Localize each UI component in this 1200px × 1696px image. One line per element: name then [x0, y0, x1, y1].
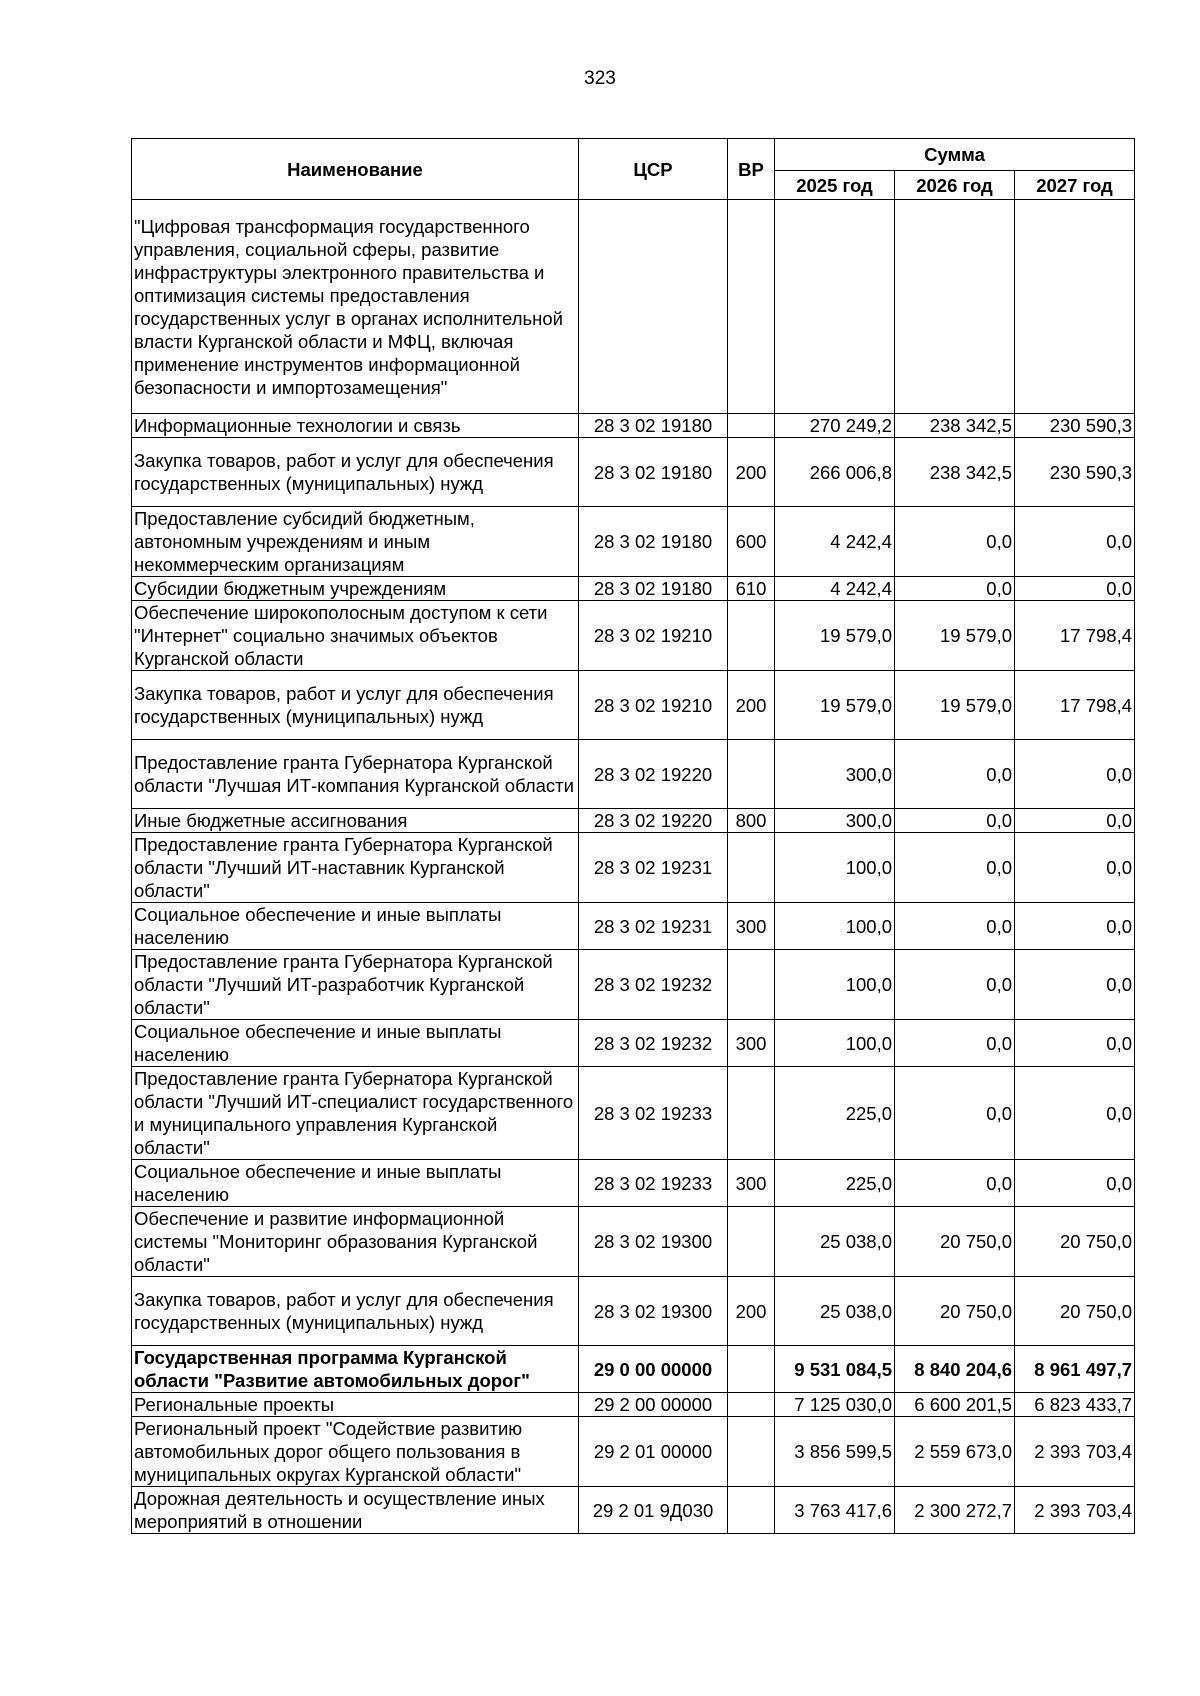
- cell-csr: 29 2 00 00000: [579, 1393, 728, 1417]
- cell-2027: 2 393 703,4: [1015, 1487, 1135, 1534]
- cell-2027: 230 590,3: [1015, 414, 1135, 438]
- cell-csr: 29 0 00 00000: [579, 1346, 728, 1393]
- cell-2026: 238 342,5: [895, 438, 1015, 507]
- header-vr: ВР: [728, 139, 775, 200]
- cell-2026: 0,0: [895, 1160, 1015, 1207]
- cell-vr: [728, 833, 775, 903]
- table-row: [132, 833, 1135, 903]
- cell-2026: 0,0: [895, 809, 1015, 833]
- cell-2025: 100,0: [775, 903, 895, 950]
- cell-2025: 25 038,0: [775, 1277, 895, 1346]
- cell-name: Региональный проект "Содействие развитию автомобильных дорог общего пользования в муниципальных округах Курганской области": [132, 1417, 579, 1487]
- cell-csr: 29 2 01 00000: [579, 1417, 728, 1487]
- cell-2026: 20 750,0: [895, 1207, 1015, 1277]
- cell-2025: 270 249,2: [775, 414, 895, 438]
- cell-vr: 300: [728, 1020, 775, 1067]
- cell-csr: [579, 200, 728, 414]
- cell-2026: 238 342,5: [895, 414, 1015, 438]
- cell-2025: 7 125 030,0: [775, 1393, 895, 1417]
- cell-csr: 28 3 02 19231: [579, 833, 728, 903]
- cell-2026: 0,0: [895, 950, 1015, 1020]
- cell-2027: 0,0: [1015, 1067, 1135, 1160]
- cell-2026: 0,0: [895, 1067, 1015, 1160]
- cell-2025: 25 038,0: [775, 1207, 895, 1277]
- table-row: [132, 200, 1135, 414]
- cell-2025: 266 006,8: [775, 438, 895, 507]
- cell-csr: 28 3 02 19231: [579, 903, 728, 950]
- cell-csr: 28 3 02 19180: [579, 438, 728, 507]
- cell-vr: [728, 601, 775, 671]
- cell-vr: 200: [728, 1277, 775, 1346]
- cell-csr: 28 3 02 19232: [579, 950, 728, 1020]
- cell-vr: 300: [728, 1160, 775, 1207]
- cell-2026: 2 300 272,7: [895, 1487, 1015, 1534]
- cell-name: Обеспечение широкополосным доступом к сети "Интернет" социально значимых объектов Курганской области: [132, 601, 579, 671]
- cell-2025: 3 856 599,5: [775, 1417, 895, 1487]
- cell-name: Социальное обеспечение и иные выплаты населению: [132, 1160, 579, 1207]
- cell-2025: 300,0: [775, 740, 895, 809]
- cell-2027: 0,0: [1015, 809, 1135, 833]
- cell-2026: 0,0: [895, 903, 1015, 950]
- cell-name: Информационные технологии и связь: [132, 414, 579, 438]
- cell-2025: 19 579,0: [775, 601, 895, 671]
- cell-name: Предоставление гранта Губернатора Курганской области "Лучшая ИТ-компания Курганской области: [132, 740, 579, 809]
- cell-2027: 0,0: [1015, 950, 1135, 1020]
- cell-2027: 230 590,3: [1015, 438, 1135, 507]
- cell-name: Предоставление гранта Губернатора Курганской области "Лучший ИТ-специалист государственного и муниципального управления Курганской области": [132, 1067, 579, 1160]
- cell-name: Субсидии бюджетным учреждениям: [132, 577, 579, 601]
- cell-name: Иные бюджетные ассигнования: [132, 809, 579, 833]
- table-row: [132, 1346, 1135, 1393]
- cell-2027: 6 823 433,7: [1015, 1393, 1135, 1417]
- table-body: [132, 200, 1135, 1534]
- cell-csr: 28 3 02 19233: [579, 1160, 728, 1207]
- cell-name: Государственная программа Курганской области "Развитие автомобильных дорог": [132, 1346, 579, 1393]
- cell-name: Предоставление гранта Губернатора Курганской области "Лучший ИТ-разработчик Курганской области": [132, 950, 579, 1020]
- cell-2025: 4 242,4: [775, 507, 895, 577]
- cell-name: "Цифровая трансформация государственного управления, социальной сферы, развитие инфраструктуры электронного правительства и оптимизация системы предоставления государственных услуг в органах исполнительной власти Курганской области и МФЦ, включая применение инструментов информационной безопасности и импортозамещения": [132, 200, 579, 414]
- cell-2026: 0,0: [895, 507, 1015, 577]
- cell-csr: 28 3 02 19210: [579, 601, 728, 671]
- header-name: Наименование: [132, 139, 579, 200]
- table-row: [132, 671, 1135, 740]
- cell-csr: 28 3 02 19300: [579, 1277, 728, 1346]
- cell-csr: 28 3 02 19180: [579, 507, 728, 577]
- cell-2026: 8 840 204,6: [895, 1346, 1015, 1393]
- cell-vr: [728, 740, 775, 809]
- cell-csr: 28 3 02 19300: [579, 1207, 728, 1277]
- cell-vr: [728, 1207, 775, 1277]
- table-row: [132, 1417, 1135, 1487]
- cell-2027: 20 750,0: [1015, 1277, 1135, 1346]
- table-row: [132, 740, 1135, 809]
- cell-vr: 300: [728, 903, 775, 950]
- table-row: [132, 414, 1135, 438]
- cell-name: Социальное обеспечение и иные выплаты населению: [132, 1020, 579, 1067]
- cell-csr: 28 3 02 19220: [579, 740, 728, 809]
- page-number: 323: [584, 68, 616, 89]
- cell-2027: 8 961 497,7: [1015, 1346, 1135, 1393]
- cell-2027: [1015, 200, 1135, 414]
- cell-2025: 100,0: [775, 950, 895, 1020]
- cell-2027: 0,0: [1015, 833, 1135, 903]
- cell-name: Предоставление субсидий бюджетным, автономным учреждениям и иным некоммерческим организациям: [132, 507, 579, 577]
- budget-table: [131, 138, 1135, 1534]
- table-row: [132, 1020, 1135, 1067]
- cell-2026: 0,0: [895, 1020, 1015, 1067]
- table-row: [132, 577, 1135, 601]
- table-row: [132, 809, 1135, 833]
- cell-name: Дорожная деятельность и осуществление иных мероприятий в отношении: [132, 1487, 579, 1534]
- cell-vr: 800: [728, 809, 775, 833]
- cell-2027: 2 393 703,4: [1015, 1417, 1135, 1487]
- cell-vr: [728, 1346, 775, 1393]
- cell-name: Закупка товаров, работ и услуг для обеспечения государственных (муниципальных) нужд: [132, 438, 579, 507]
- cell-2027: 20 750,0: [1015, 1207, 1135, 1277]
- cell-vr: [728, 950, 775, 1020]
- table-row: [132, 601, 1135, 671]
- cell-2026: 0,0: [895, 740, 1015, 809]
- cell-name: Закупка товаров, работ и услуг для обеспечения государственных (муниципальных) нужд: [132, 671, 579, 740]
- table-row: [132, 950, 1135, 1020]
- table-row: [132, 438, 1135, 507]
- cell-2026: 19 579,0: [895, 671, 1015, 740]
- cell-2026: [895, 200, 1015, 414]
- cell-2025: 225,0: [775, 1067, 895, 1160]
- cell-2026: 0,0: [895, 833, 1015, 903]
- cell-name: Обеспечение и развитие информационной системы "Мониторинг образования Курганской области": [132, 1207, 579, 1277]
- cell-2025: 3 763 417,6: [775, 1487, 895, 1534]
- table-row: [132, 1160, 1135, 1207]
- cell-2025: 225,0: [775, 1160, 895, 1207]
- cell-vr: [728, 414, 775, 438]
- cell-csr: 28 3 02 19180: [579, 577, 728, 601]
- cell-2025: 100,0: [775, 1020, 895, 1067]
- cell-2026: 0,0: [895, 577, 1015, 601]
- cell-vr: [728, 1487, 775, 1534]
- cell-csr: 28 3 02 19232: [579, 1020, 728, 1067]
- table-row: [132, 1067, 1135, 1160]
- table-row: [132, 1393, 1135, 1417]
- cell-csr: 28 3 02 19180: [579, 414, 728, 438]
- cell-vr: 200: [728, 671, 775, 740]
- header-csr: ЦСР: [579, 139, 728, 200]
- cell-vr: 610: [728, 577, 775, 601]
- table-row: [132, 1277, 1135, 1346]
- cell-2025: 9 531 084,5: [775, 1346, 895, 1393]
- table-row: [132, 507, 1135, 577]
- cell-2027: 0,0: [1015, 507, 1135, 577]
- table-header: [132, 139, 1135, 200]
- cell-name: Социальное обеспечение и иные выплаты населению: [132, 903, 579, 950]
- cell-2027: 0,0: [1015, 1160, 1135, 1207]
- table-row: [132, 1207, 1135, 1277]
- cell-2027: 17 798,4: [1015, 601, 1135, 671]
- cell-2026: 19 579,0: [895, 601, 1015, 671]
- cell-name: Региональные проекты: [132, 1393, 579, 1417]
- cell-vr: 200: [728, 438, 775, 507]
- cell-2027: 0,0: [1015, 577, 1135, 601]
- cell-csr: 28 3 02 19233: [579, 1067, 728, 1160]
- table-row: [132, 903, 1135, 950]
- cell-2027: 0,0: [1015, 1020, 1135, 1067]
- cell-2025: 4 242,4: [775, 577, 895, 601]
- cell-2027: 17 798,4: [1015, 671, 1135, 740]
- header-year-2026: 2026 год: [895, 171, 1015, 200]
- cell-vr: 600: [728, 507, 775, 577]
- cell-name: Предоставление гранта Губернатора Курганской области "Лучший ИТ-наставник Курганской области": [132, 833, 579, 903]
- cell-2026: 2 559 673,0: [895, 1417, 1015, 1487]
- cell-vr: [728, 1417, 775, 1487]
- header-year-2027: 2027 год: [1015, 171, 1135, 200]
- cell-csr: 28 3 02 19210: [579, 671, 728, 740]
- cell-csr: 28 3 02 19220: [579, 809, 728, 833]
- cell-vr: [728, 200, 775, 414]
- header-sum: Сумма: [775, 139, 1135, 171]
- cell-name: Закупка товаров, работ и услуг для обеспечения государственных (муниципальных) нужд: [132, 1277, 579, 1346]
- cell-vr: [728, 1067, 775, 1160]
- cell-2027: 0,0: [1015, 903, 1135, 950]
- table-row: [132, 1487, 1135, 1534]
- cell-csr: 29 2 01 9Д030: [579, 1487, 728, 1534]
- cell-2025: 19 579,0: [775, 671, 895, 740]
- cell-2025: 300,0: [775, 809, 895, 833]
- header-year-2025: 2025 год: [775, 171, 895, 200]
- cell-vr: [728, 1393, 775, 1417]
- cell-2027: 0,0: [1015, 740, 1135, 809]
- cell-2025: 100,0: [775, 833, 895, 903]
- cell-2026: 20 750,0: [895, 1277, 1015, 1346]
- cell-2026: 6 600 201,5: [895, 1393, 1015, 1417]
- cell-2025: [775, 200, 895, 414]
